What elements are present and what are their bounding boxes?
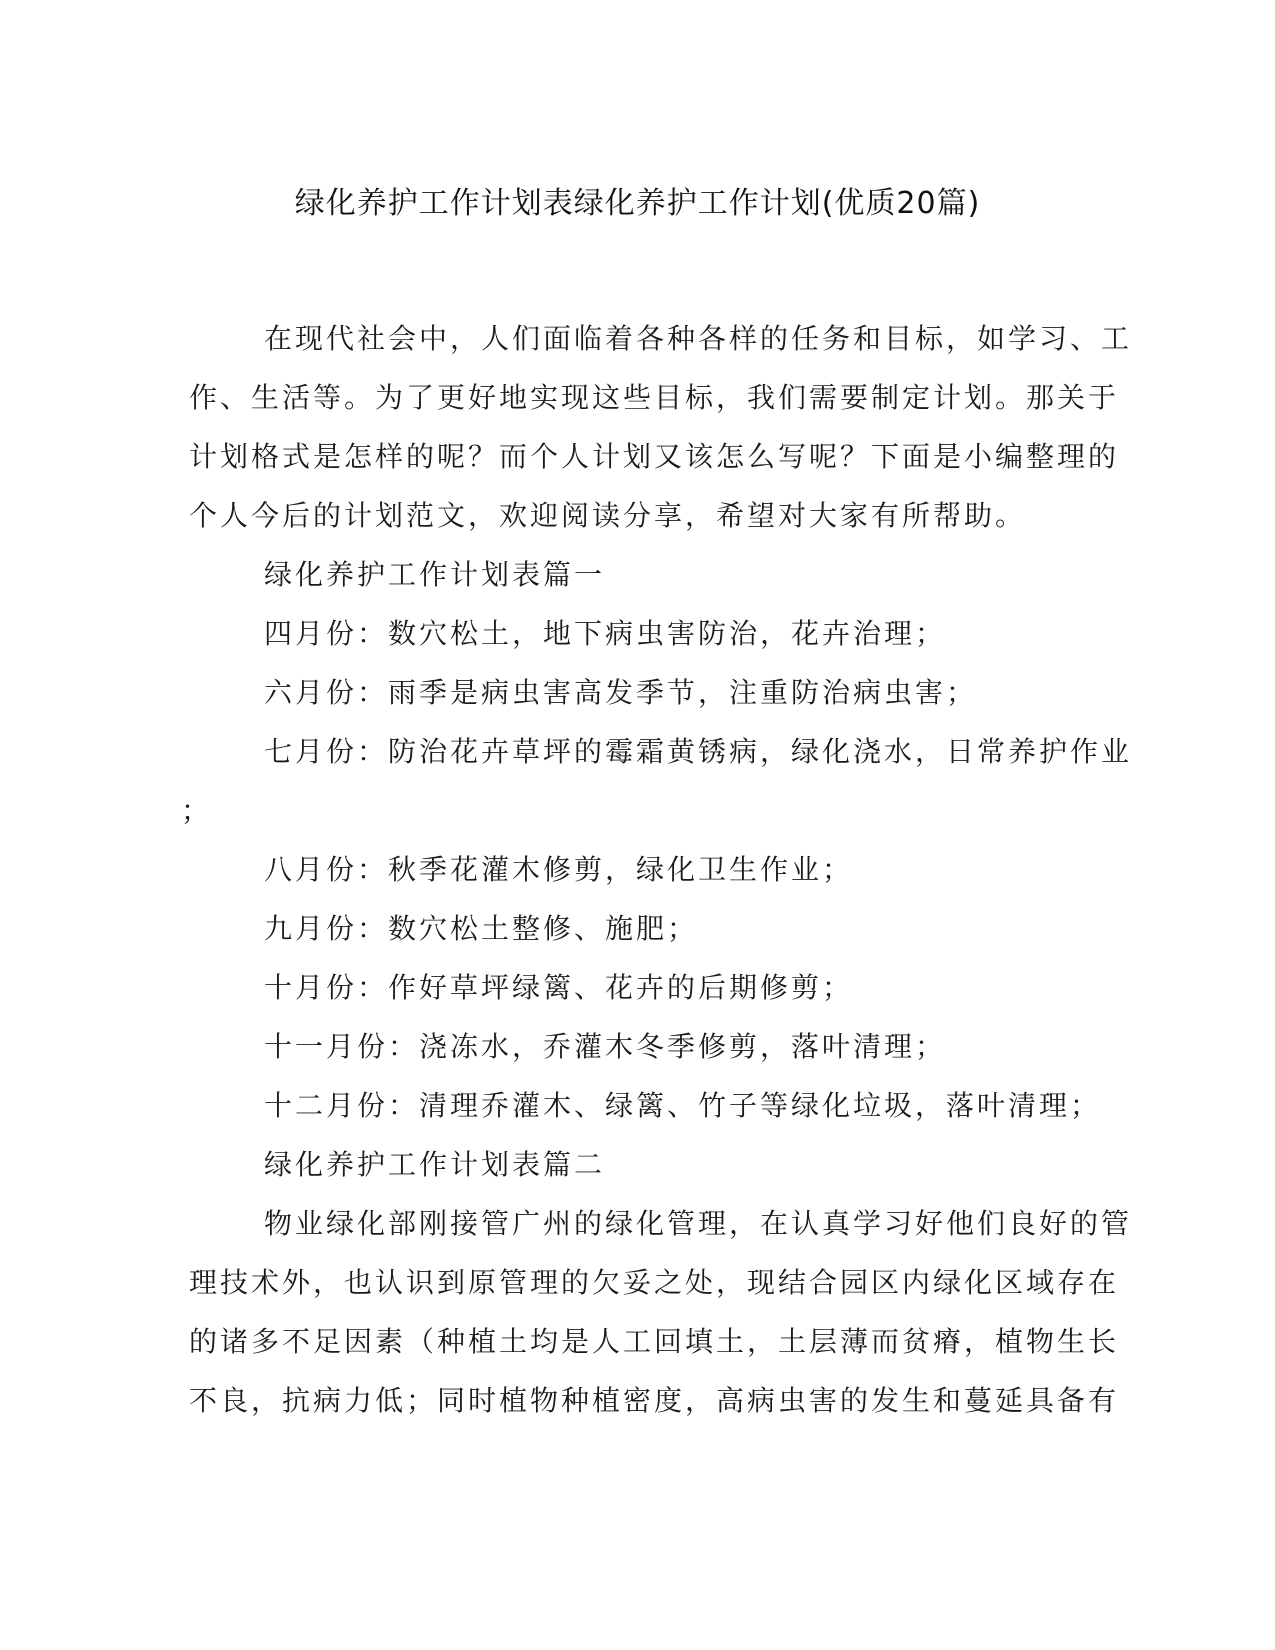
plan-item: 六月份：雨季是病虫害高发季节，注重防治病虫害；	[264, 676, 978, 709]
plan-item: 十二月份：清理乔灌木、绿篱、竹子等绿化垃圾，落叶清理；	[264, 1089, 1102, 1122]
plan-item: 十一月份：浇冻水，乔灌木冬季修剪，落叶清理；	[264, 1030, 947, 1063]
plan-item: 十月份：作好草坪绿篱、花卉的后期修剪；	[264, 971, 854, 1004]
body-line: 的诸多不足因素（种植土均是人工回填土，土层薄而贫瘠，植物生长	[189, 1325, 1120, 1358]
document-title: 绿化养护工作计划表绿化养护工作计划(优质20篇)	[294, 186, 981, 221]
plan-item-continuation: ；	[181, 794, 213, 827]
section-heading: 绿化养护工作计划表篇一	[264, 558, 606, 591]
intro-line: 个人今后的计划范文，欢迎阅读分享，希望对大家有所帮助。	[189, 499, 1027, 532]
plan-item: 八月份：秋季花灌木修剪，绿化卫生作业；	[264, 853, 854, 886]
plan-item: 九月份：数穴松土整修、施肥；	[264, 912, 699, 945]
intro-line: 作、生活等。为了更好地实现这些目标，我们需要制定计划。那关于	[189, 381, 1120, 414]
body-line: 不良，抗病力低；同时植物种植密度，高病虫害的发生和蔓延具备有	[189, 1384, 1120, 1417]
section-heading: 绿化养护工作计划表篇二	[264, 1148, 606, 1181]
intro-line: 在现代社会中，人们面临着各种各样的任务和目标，如学习、工	[264, 322, 1133, 355]
body-line: 理技术外，也认识到原管理的欠妥之处，现结合园区内绿化区域存在	[189, 1266, 1120, 1299]
body-line: 物业绿化部刚接管广州的绿化管理，在认真学习好他们良好的管	[264, 1207, 1133, 1240]
plan-item: 七月份：防治花卉草坪的霉霜黄锈病，绿化浇水，日常养护作业	[264, 735, 1133, 768]
plan-item: 四月份：数穴松土，地下病虫害防治，花卉治理；	[264, 617, 947, 650]
intro-line: 计划格式是怎样的呢？而个人计划又该怎么写呢？下面是小编整理的	[189, 440, 1120, 473]
